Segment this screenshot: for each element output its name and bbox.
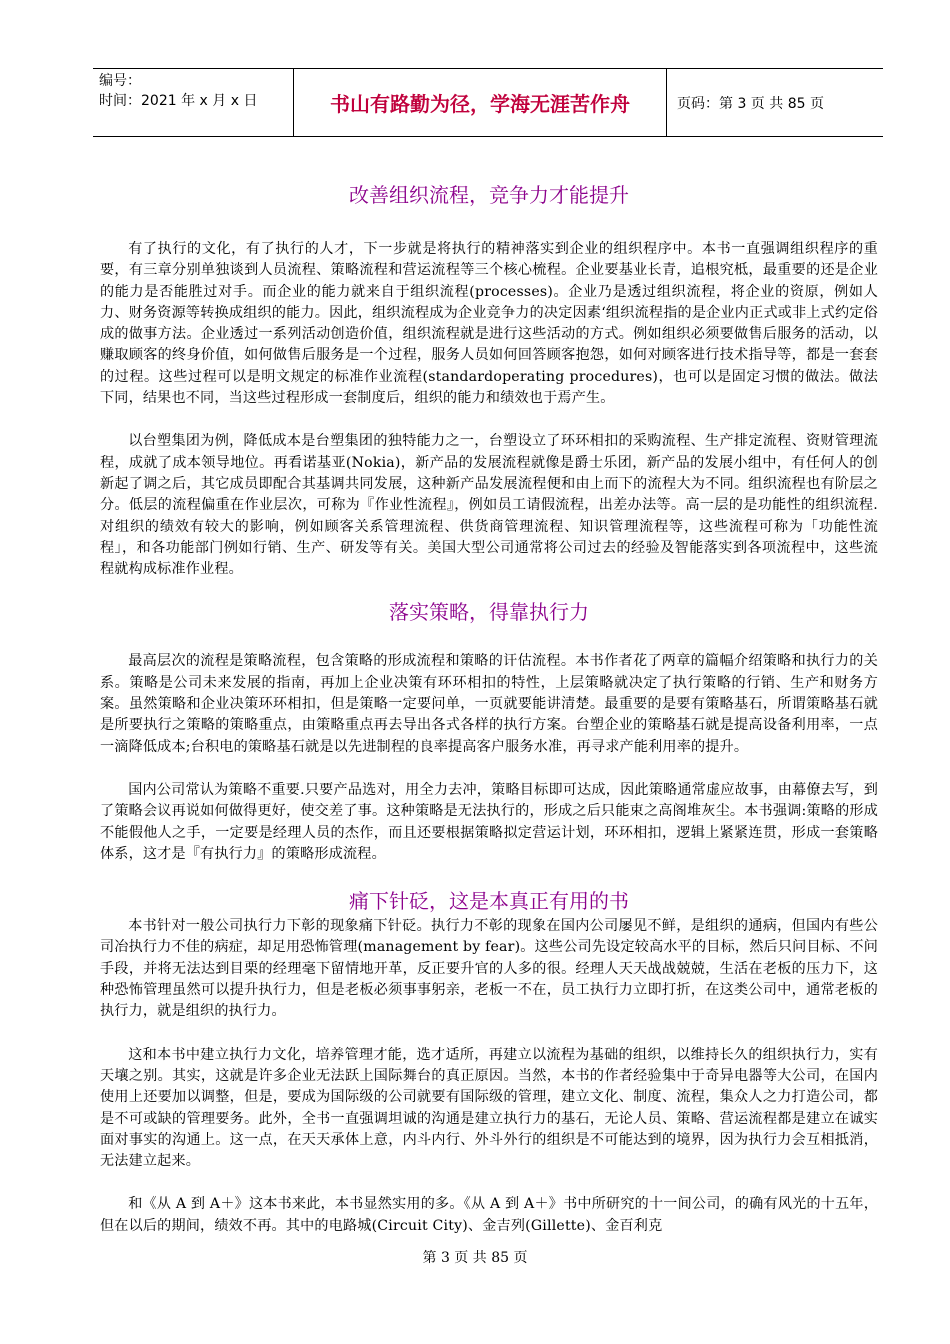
paragraph: 以台塑集团为例，降低成本是台塑集团的独特能力之一，台塑设立了环环相扣的采购流程、生产排定流程、资财管理流程，成就了成本领导地位。再看诺基亚(Nokia)，新产品的发展流程就像是爵士乐团，新产品的发展小组中，有任何人的创新起了调之后，其它成员即配合其基调共同发展，这种新产品发展流程便和由上而下的流程大为不同。组织流程也有阶层之分。低层的流程偏重在作业层次，可称为『作业性流程』，例如员工请假流程，出差办法等。高一层的是功能性的组织流程.对组织的绩效有较大的影响，例如顾客关系管理流程、供货商管理流程、知识管理流程等，这些流程可称为「功能性流程」，和各功能部门例如行销、生产、研发等有关。美国大型公司通常将公司过去的经验及智能落实到各项流程中，这些流程就构成标准作业程。 <box>100 433 878 578</box>
page-footer: 第 3 页 共 85 页 <box>422 1250 528 1266</box>
paragraph: 和《从 A 到 A＋》这本书来此，本书显然实用的多。《从 A 到 A＋》书中所研究的十一间公司，的确有风光的十五年，但在以后的期间，绩效不再。其中的电路城(Circuit City)、金吉列(Gillette)、金百利克 <box>100 1196 878 1234</box>
paragraph: 有了执行的文化，有了执行的人才，下一步就是将执行的精神落实到企业的组织程序中。本书一直强调组织程序的重要，有三章分别单独谈到人员流程、策略流程和营运流程等三个核心梳程。企业要基业长青，追根究柢，最重要的还是企业的能力是否能胜过对手。而企业的能力就来自于组织流程(processes)。企业乃是透过组织流程，将企业的资原，例如人力、财务资源等转换成组织的能力。因此，组织流程成为企业竞争力的决定因素‘组织流程指的是企业内正式或非上式约定俗成的做事方法。企业透过一系列活动创造价值，组织流程就是进行这些活动的方式。例如组织必须要做售后服务的活动，以赚取顾客的终身价值，如何做售后服务是一个过程，服务人员如何回答顾客抱怨，如何对顾客进行技术指导等，都是一套套的过程。这些过程可以是明文规定的标准作业流程(standardoperating procedures)，也可以是固定习惯的做法。做法下同，结果也不同，当这些过程形成一套制度后，组织的能力和绩效也于焉产生。 <box>100 241 878 407</box>
header-table <box>93 68 883 137</box>
header-meta-cell <box>93 69 294 136</box>
paragraph: 最高层次的流程是策略流程，包含策略的形成流程和策略的讦估流程。本书作者花了两章的篇幅介绍策略和执行力的关系。策略是公司未来发展的指南，再加上企业决策有环环相扣的特性，上层策略就决定了执行策略的行销、生产和财务方案。虽然策略和企业决策环环相扣，但是策略一定要问单，一页就要能讲清楚。最重要的是要有策略基石，所谓策略基石就是所要执行之策略的策略重点，由策略重点再去导出各式各样的执行方案。台塑企业的策略基石就是提高设备利用率，一点一滴降低成本;台积电的策略基石就是以先进制程的良率提高客户服务水准，再寻求产能利用率的提升。 <box>100 653 878 755</box>
paragraph: 这和本书中建立执行力文化，培养管理才能，选才适所，再建立以流程为基础的组织，以维持长久的组织执行力，实有天壤之别。其实，这就是许多企业无法跃上国际舞台的真正原因。当然，本书的作者经验集中于奇异电器等大公司，在国内使用上还要加以调整，但是，要成为国际级的公司就要有国际级的管理，建立文化、制度、流程，集众人之力打造公司，都是不可或缺的管理要务。此外，全书一直强调坦诚的沟通是建立执行力的基石，无论人员、策略、营运流程都是建立在诚实面对事实的沟通上。这一点，在天天承体上意，内斗内行、外斗外行的组织是不可能达到的境界，因为执行力会互相抵消，无法建立起来。 <box>100 1046 878 1170</box>
document-body <box>100 180 878 1237</box>
header-page-info: 页码：第 3 页 共 85 页 <box>677 95 824 112</box>
header-motto: 书山有路勤为径，学海无涯苦作舟 <box>294 69 667 136</box>
document-number-label: 编号： <box>99 73 141 89</box>
section-heading: 痛下针砭，这是本真正有用的书 <box>349 889 629 914</box>
paragraph: 国内公司常认为策略不重要.只要产品选对，用全力去冲，策略目标即可达成，因此策略通常虚应故事，由幕僚去写，到了策略会议再说如何做得更好，使交差了事。这种策略是无法执行的，形成之后只能束之高阁堆灰尘。本书强调:策略的形成不能假他人之手，一定要是经理人员的杰作，而且还要根据策略拟定营运计划，环环相扣，逻辑上紧紧连贯，形成一套策略体系，这才是『有执行力』的策略形成流程。 <box>100 781 878 862</box>
section-heading: 落实策略，得靠执行力 <box>389 600 589 625</box>
document-time-label: 时间：2021 年 x 月 x 日 <box>99 93 258 109</box>
section-heading: 改善组织流程，竞争力才能提升 <box>349 183 629 207</box>
paragraph: 本书针对一般公司执行力下彰的现象痛下针砭。执行力不彰的现象在国内公司屡见不鲜，是组织的通病，但国内有些公司冶执行力不佳的病症，却足用恐怖管理(management by fear)。这些公司先设定较高水平的目标，然后只问目标、不问手段，并将无法达到目栗的经理毫下留情地开革，反正要升官的人多的很。经理人天天战战兢兢，生活在老板的压力下，这种恐怖管理虽然可以提升执行力，但是老板必须事事躬亲，老板一不在，员工执行力立即打折，在这类公司中，通常老板的执行力，就是组织的执行力。 <box>100 918 878 1020</box>
